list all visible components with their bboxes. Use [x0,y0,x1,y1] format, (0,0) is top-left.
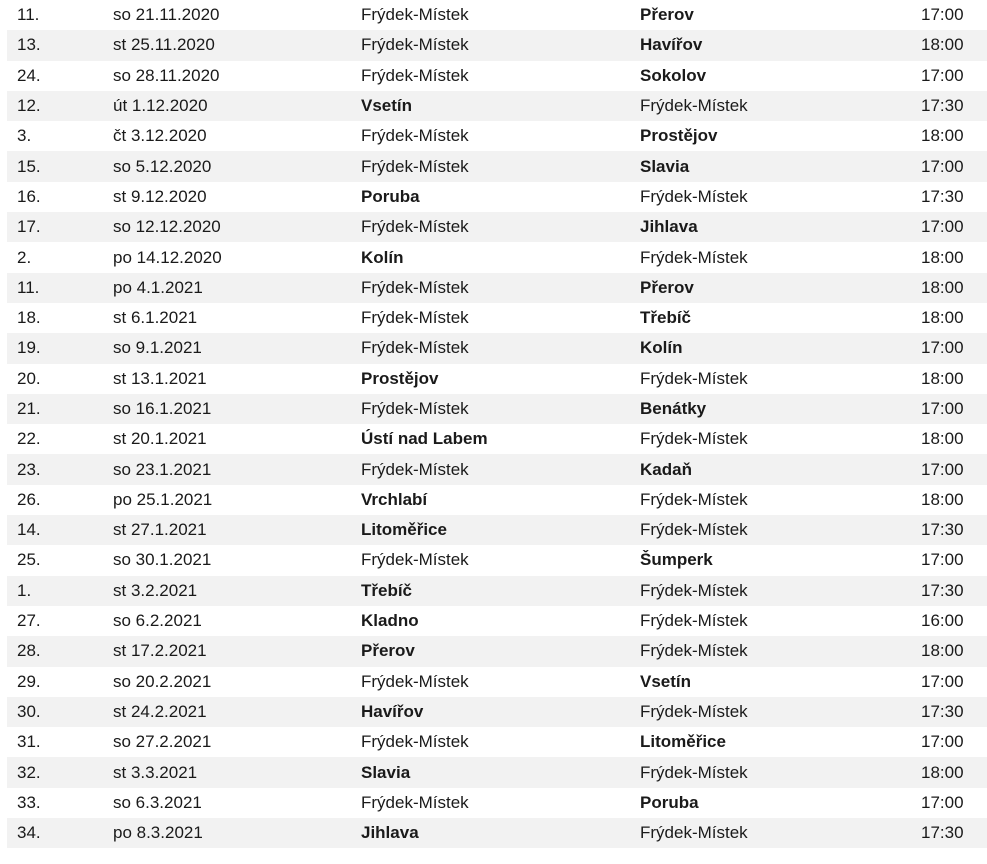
date-cell: st 24.2.2021 [113,701,207,721]
round-cell: 31. [17,732,41,752]
away-team-cell: Frýdek-Místek [640,520,748,540]
time-cell: 17:30 [921,823,964,843]
table-row [7,212,987,242]
round-cell: 19. [17,338,41,358]
round-cell: 34. [17,823,41,843]
home-team-cell: Frýdek-Místek [361,459,469,479]
away-team-cell: Přerov [640,277,694,297]
away-team-cell: Frýdek-Místek [640,489,748,509]
home-team-cell: Frýdek-Místek [361,308,469,328]
date-cell: st 9.12.2020 [113,186,207,206]
away-team-cell: Frýdek-Místek [640,580,748,600]
table-row [7,667,987,697]
home-team-cell: Třebíč [361,580,413,600]
away-team-cell: Kadaň [640,459,692,479]
time-cell: 18:00 [921,247,964,267]
table-row [7,697,987,727]
time-cell: 18:00 [921,489,964,509]
date-cell: st 17.2.2021 [113,641,207,661]
time-cell: 17:30 [921,520,964,540]
away-team-cell: Frýdek-Místek [640,823,748,843]
table-row [7,485,987,515]
away-team-cell: Frýdek-Místek [640,247,748,267]
date-cell: st 13.1.2021 [113,368,207,388]
table-row [7,151,987,181]
home-team-cell: Frýdek-Místek [361,35,469,55]
date-cell: so 27.2.2021 [113,732,212,752]
round-cell: 12. [17,96,41,116]
home-team-cell: Frýdek-Místek [361,5,469,25]
home-team-cell: Vrchlabí [361,489,428,509]
round-cell: 1. [17,580,32,600]
date-cell: po 25.1.2021 [113,489,213,509]
date-cell: so 9.1.2021 [113,338,202,358]
away-team-cell: Frýdek-Místek [640,368,748,388]
round-cell: 24. [17,65,41,85]
date-cell: so 30.1.2021 [113,550,212,570]
home-team-cell: Poruba [361,186,420,206]
away-team-cell: Frýdek-Místek [640,429,748,449]
table-row [7,606,987,636]
date-cell: so 28.11.2020 [113,65,220,85]
time-cell: 18:00 [921,126,964,146]
round-cell: 11. [17,5,40,25]
date-cell: st 27.1.2021 [113,520,207,540]
date-cell: čt 3.12.2020 [113,126,207,146]
round-cell: 17. [17,217,41,237]
time-cell: 17:30 [921,186,964,206]
home-team-cell: Frýdek-Místek [361,399,469,418]
away-team-cell: Benátky [640,399,707,418]
home-team-cell: Frýdek-Místek [361,792,469,812]
round-cell: 28. [17,641,41,661]
round-cell: 22. [17,429,41,449]
table-row [7,0,987,30]
home-team-cell: Frýdek-Místek [361,217,469,237]
time-cell: 18:00 [921,277,964,297]
date-cell: so 12.12.2020 [113,217,221,237]
table-row [7,364,987,394]
away-team-cell: Frýdek-Místek [640,96,748,116]
round-cell: 26. [17,489,41,509]
round-cell: 15. [17,156,41,176]
home-team-cell: Jihlava [361,823,419,843]
round-cell: 25. [17,550,41,570]
table-row [7,788,987,818]
home-team-cell: Vsetín [361,96,413,116]
date-cell: po 4.1.2021 [113,277,203,297]
date-cell: st 25.11.2020 [113,35,215,55]
time-cell: 17:00 [921,792,964,812]
time-cell: 17:00 [921,399,964,418]
home-team-cell: Havířov [361,701,424,721]
table-row [7,30,987,60]
time-cell: 18:00 [921,35,964,55]
away-team-cell: Prostějov [640,126,718,146]
table-row [7,757,987,787]
time-cell: 17:30 [921,580,964,600]
home-team-cell: Frýdek-Místek [361,671,469,691]
table-row [7,727,987,757]
table-row [7,61,987,91]
home-team-cell: Frýdek-Místek [361,277,469,297]
home-team-cell: Litoměřice [361,520,447,540]
home-team-cell: Frýdek-Místek [361,550,469,570]
date-cell: st 3.2.2021 [113,580,198,600]
table-row [7,818,987,848]
table-row [7,182,987,212]
match-schedule-table [7,0,987,848]
time-cell: 16:00 [921,611,964,631]
table-row [7,91,987,121]
round-cell: 18. [17,308,41,328]
table-row [7,242,987,272]
away-team-cell: Frýdek-Místek [640,641,748,661]
away-team-cell: Slavia [640,156,690,176]
time-cell: 17:00 [921,732,964,752]
round-cell: 14. [17,520,41,540]
time-cell: 18:00 [921,429,964,449]
date-cell: st 6.1.2021 [113,308,198,328]
round-cell: 20. [17,368,41,388]
home-team-cell: Frýdek-Místek [361,338,469,358]
home-team-cell: Frýdek-Místek [361,732,469,752]
date-cell: so 6.2.2021 [113,611,202,631]
round-cell: 30. [17,701,41,721]
time-cell: 17:00 [921,550,964,570]
time-cell: 17:00 [921,65,964,85]
time-cell: 17:00 [921,671,964,691]
home-team-cell: Frýdek-Místek [361,126,469,146]
away-team-cell: Přerov [640,5,694,25]
time-cell: 18:00 [921,308,964,328]
time-cell: 17:30 [921,701,964,721]
date-cell: so 6.3.2021 [113,792,202,812]
time-cell: 18:00 [921,641,964,661]
date-cell: so 23.1.2021 [113,459,212,479]
home-team-cell: Přerov [361,641,415,661]
home-team-cell: Frýdek-Místek [361,65,469,85]
away-team-cell: Vsetín [640,671,692,691]
time-cell: 17:30 [921,96,964,116]
date-cell: st 3.3.2021 [113,762,198,782]
date-cell: so 20.2.2021 [113,671,212,691]
away-team-cell: Frýdek-Místek [640,186,748,206]
date-cell: so 5.12.2020 [113,156,212,176]
time-cell: 18:00 [921,368,964,388]
time-cell: 17:00 [921,338,964,358]
home-team-cell: Ústí nad Labem [361,429,488,449]
date-cell: út 1.12.2020 [113,96,208,116]
time-cell: 17:00 [921,217,964,237]
home-team-cell: Frýdek-Místek [361,156,469,176]
table-row [7,394,987,424]
away-team-cell: Frýdek-Místek [640,611,748,631]
table-row [7,515,987,545]
round-cell: 16. [17,186,41,206]
home-team-cell: Kladno [361,611,419,631]
table-row [7,576,987,606]
round-cell: 23. [17,459,41,479]
away-team-cell: Šumperk [640,550,713,570]
table-row [7,424,987,454]
round-cell: 13. [17,35,41,55]
table-row [7,454,987,484]
time-cell: 17:00 [921,5,964,25]
away-team-cell: Kolín [640,338,683,358]
table-row [7,303,987,333]
home-team-cell: Prostějov [361,368,439,388]
round-cell: 33. [17,792,41,812]
date-cell: st 20.1.2021 [113,429,207,449]
round-cell: 32. [17,762,41,782]
round-cell: 29. [17,671,41,691]
round-cell: 3. [17,126,32,146]
time-cell: 17:00 [921,459,964,479]
table-row [7,545,987,575]
date-cell: so 21.11.2020 [113,5,220,25]
date-cell: po 8.3.2021 [113,823,203,843]
time-cell: 17:00 [921,156,964,176]
away-team-cell: Poruba [640,792,699,812]
table-row [7,636,987,666]
away-team-cell: Třebíč [640,308,692,328]
away-team-cell: Sokolov [640,65,707,85]
table-row [7,273,987,303]
date-cell: so 16.1.2021 [113,399,212,418]
table-row [7,333,987,363]
away-team-cell: Havířov [640,35,703,55]
away-team-cell: Frýdek-Místek [640,762,748,782]
away-team-cell: Litoměřice [640,732,726,752]
away-team-cell: Jihlava [640,217,698,237]
home-team-cell: Kolín [361,247,404,267]
table-row [7,121,987,151]
date-cell: po 14.12.2020 [113,247,222,267]
round-cell: 21. [17,399,41,418]
time-cell: 18:00 [921,762,964,782]
round-cell: 2. [17,247,32,267]
round-cell: 27. [17,611,41,631]
round-cell: 11. [17,277,40,297]
home-team-cell: Slavia [361,762,411,782]
away-team-cell: Frýdek-Místek [640,701,748,721]
